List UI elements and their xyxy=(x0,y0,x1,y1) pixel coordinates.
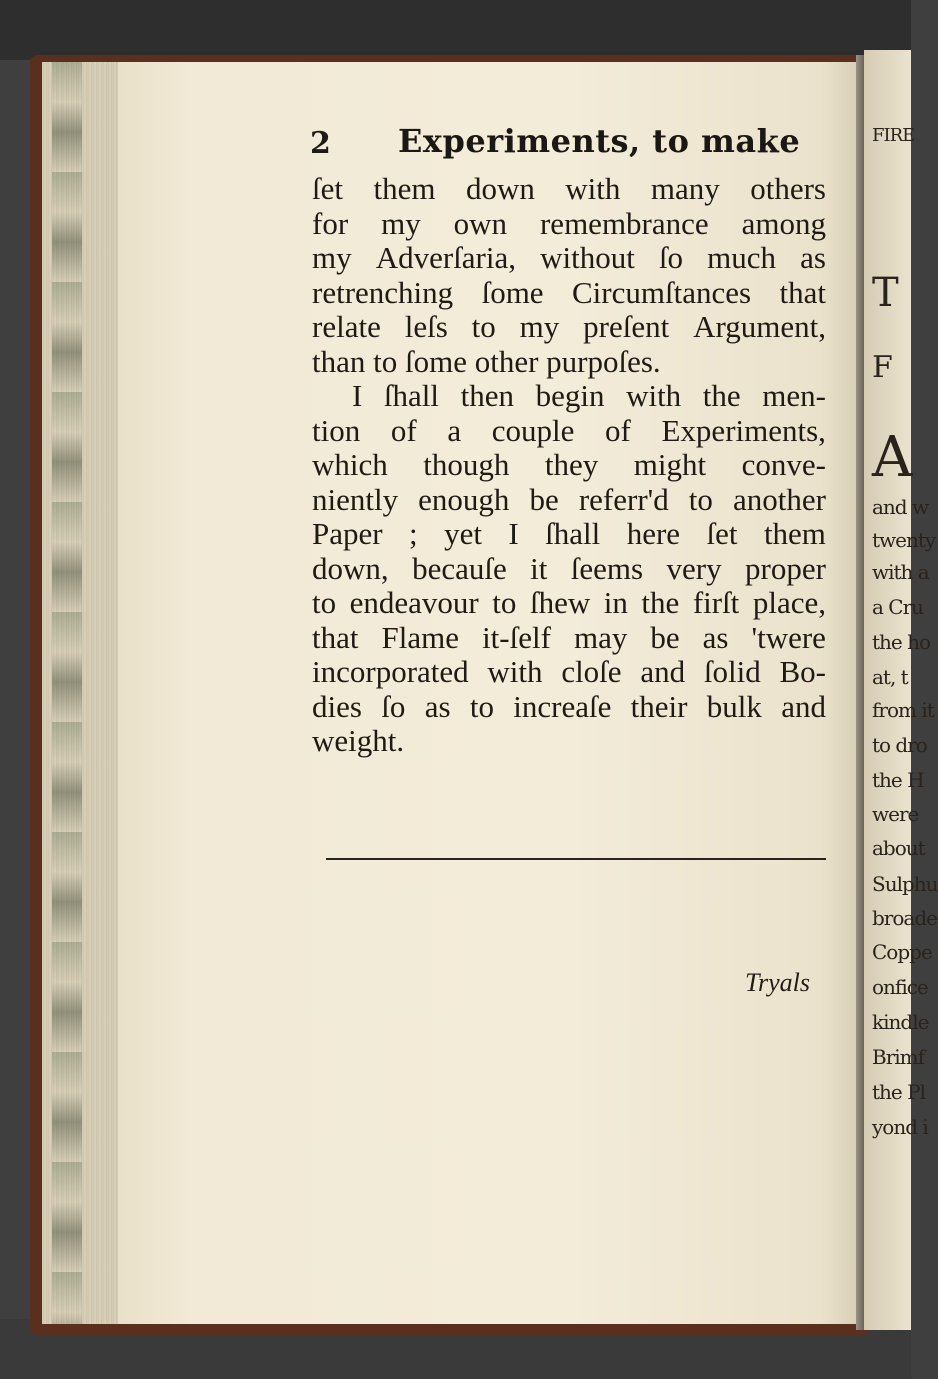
text-line: relate leſs to my preſent Argument, xyxy=(312,309,826,344)
facing-page-fragment: Brimf xyxy=(872,1045,925,1069)
facing-page-fragment: broade xyxy=(872,906,937,930)
facing-page-fragment: the ho xyxy=(872,630,931,654)
facing-page-fragment: onfice xyxy=(872,975,928,999)
page-edges xyxy=(42,62,120,1324)
running-head xyxy=(310,120,830,166)
facing-page-fragment: with a xyxy=(872,560,929,584)
text-line: than to ſome other purpoſes. xyxy=(312,343,661,379)
facing-page-fragment: kindle xyxy=(872,1010,929,1034)
text-line: tion of a couple of Experiments, xyxy=(312,412,826,448)
text-line: which though they might conve- xyxy=(312,447,826,482)
text-line: my Adverſaria, without ſo much as xyxy=(312,240,826,275)
facing-page-fragment: FIRE xyxy=(872,125,915,146)
facing-page-fragment: from it xyxy=(872,698,934,722)
facing-page-fragment: at, t xyxy=(872,665,908,689)
facing-page-fragment: about xyxy=(872,836,925,860)
facing-page-fragment: F xyxy=(872,350,892,385)
text-line: ſet them down with many others xyxy=(312,171,826,206)
page-number: 2 xyxy=(310,126,331,161)
text-line: for my own remembrance among xyxy=(312,205,826,241)
backdrop-top xyxy=(0,0,911,60)
text-line: to endeavour to ſhew in the firſt place, xyxy=(312,585,826,620)
text-line: I ſhall then begin with the men- xyxy=(352,378,826,413)
text-line: retrenching ſome Circumſtances that xyxy=(312,274,826,310)
facing-page-fragment: T xyxy=(872,270,898,316)
text-line: incorporated with cloſe and ſolid Bo- xyxy=(312,654,826,689)
facing-page-fragment: were xyxy=(872,802,919,826)
facing-page-fragment: to dro xyxy=(872,733,927,757)
facing-page-fragment: yond i xyxy=(872,1115,928,1139)
text-line: niently enough be referr'd to another xyxy=(312,481,826,517)
facing-page-fragment: and w xyxy=(872,495,929,519)
text-line: weight. xyxy=(312,723,405,758)
facing-page-fragment: the H xyxy=(872,768,924,792)
running-head-title: Experiments, to make xyxy=(398,122,801,160)
facing-page-fragment: Sulphu xyxy=(872,872,938,896)
text-line: that Flame it-ſelf may be as 'twere xyxy=(312,619,826,655)
facing-page-fragment: a Cru xyxy=(872,595,924,619)
facing-page-fragment: the Pl xyxy=(872,1080,925,1104)
section-rule xyxy=(326,858,826,860)
text-line: Paper ; yet I ſhall here ſet them xyxy=(312,516,826,551)
facing-page-fragment: twenty xyxy=(872,528,936,552)
catchword: Tryals xyxy=(745,968,811,997)
body-text xyxy=(312,172,826,759)
text-line: dies ſo as to increaſe their bulk and xyxy=(312,688,826,724)
text-line: down, becauſe it ſeems very proper xyxy=(312,550,826,586)
facing-page xyxy=(864,50,938,1330)
facing-page-fragment: A xyxy=(872,425,912,490)
facing-page-fragment: Coppe xyxy=(872,940,932,964)
